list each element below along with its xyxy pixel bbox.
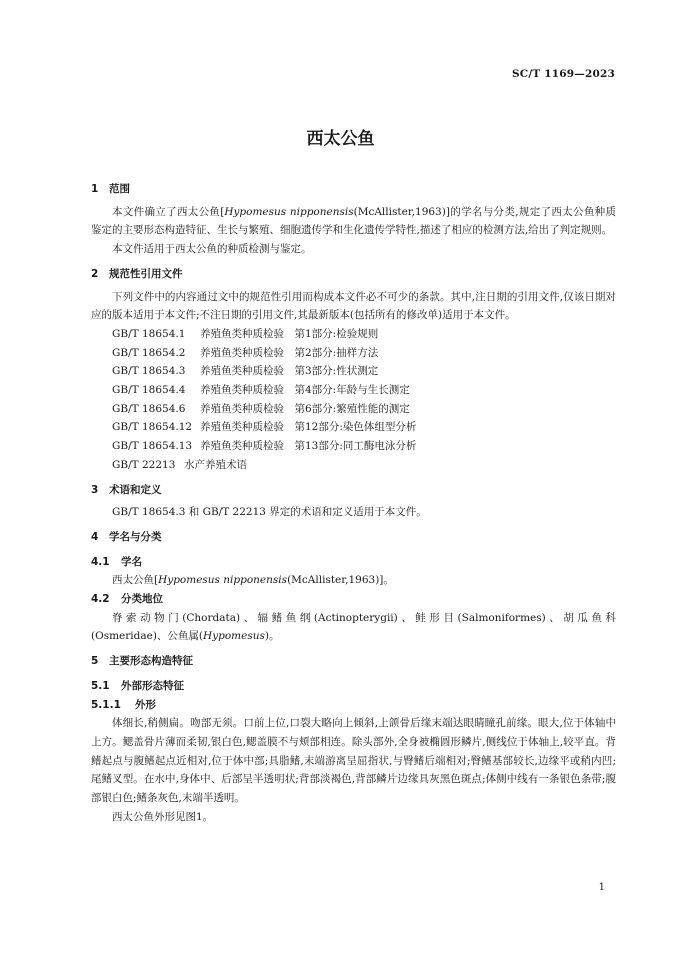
reference-code: GB/T 18654.2 [112, 346, 186, 359]
section-4-2-heading [91, 590, 616, 609]
reference-title: 水产养殖术语 [184, 458, 247, 471]
reference-item [91, 344, 616, 363]
section-number: 5 [91, 655, 99, 668]
section-5-heading [91, 652, 616, 671]
reference-code: GB/T 18654.3 [112, 365, 186, 378]
scope-paragraph-2: 本文件适用于西太公鱼的种质检测与鉴定。 [112, 243, 312, 256]
references-intro: 下列文件中的内容通过文中的规范性引用而构成本文件必不可少的条款。其中,注日期的引用文件,仅该日期对应的版本适用于本文件;不注日期的引用文件,其最新版本(包括所有的修改单)适用于本文件。 [91, 290, 616, 322]
section-3-heading [91, 481, 616, 500]
taxonomy-paragraph: 脊索动物门(Chordata)、辐鳍鱼纲(Actinopterygii)、鲑形目(Salmoniformes)、胡瓜鱼科(Osmeridae)、公鱼属(Hypomesus)。 [91, 611, 616, 643]
section-title: 学名 [121, 555, 142, 568]
document-title: 西太公鱼 [306, 129, 375, 149]
reference-title: 养殖鱼类种质检验 第12部分:染色体组型分析 [200, 421, 417, 434]
reference-title: 养殖鱼类种质检验 第3部分:性状测定 [200, 365, 379, 378]
section-number: 4 [91, 530, 99, 543]
page-number: 1 [598, 882, 605, 893]
section-4-heading [91, 528, 616, 547]
reference-title: 养殖鱼类种质检验 第13部分:同工酶电泳分析 [200, 440, 417, 453]
section-number: 5.1.1 [91, 698, 121, 711]
section-title: 术语和定义 [109, 483, 162, 496]
reference-item [91, 362, 616, 381]
reference-item [91, 325, 616, 344]
scope-paragraph-1: 本文件确立了西太公鱼[Hypomesus nipponensis(McAllister,1963)]的学名与分类,规定了西太公鱼种质鉴定的主要形态构造特征、生长与繁殖、细胞遗传学和生化遗传学特性,描述了相应的检测方法,给出了判定规则。 [91, 205, 616, 237]
reference-code: GB/T 18654.4 [112, 384, 186, 397]
section-title: 外部形态特征 [121, 679, 184, 692]
reference-title: 养殖鱼类种质检验 第2部分:抽样方法 [200, 346, 379, 359]
section-5-1-heading [91, 677, 616, 696]
section-number: 3 [91, 483, 99, 496]
reference-item [91, 437, 616, 456]
latin-name: Hypomesus nipponensis [158, 574, 288, 587]
reference-item [91, 418, 616, 437]
section-title: 学名与分类 [109, 530, 162, 543]
section-number: 1 [91, 183, 99, 195]
reference-title: 养殖鱼类种质检验 第1部分:检验规则 [200, 327, 379, 340]
reference-title: 养殖鱼类种质检验 第6部分:繁殖性能的测定 [200, 402, 410, 415]
section-number: 4.2 [91, 593, 110, 606]
reference-list [91, 325, 616, 475]
reference-item [91, 400, 616, 419]
section-title: 规范性引用文件 [109, 267, 183, 280]
section-number: 4.1 [91, 555, 110, 568]
reference-code: GB/T 18654.1 [112, 327, 186, 340]
scientific-name-paragraph: 西太公鱼[Hypomesus nipponensis(McAllister,1963)]。 [112, 574, 394, 587]
section-title: 主要形态构造特征 [109, 655, 193, 668]
section-title: 范围 [109, 183, 130, 195]
section-1-heading [91, 180, 616, 199]
standard-code: SC/T 1169—2023 [512, 68, 615, 80]
reference-item [91, 381, 616, 400]
document-body [91, 180, 616, 827]
section-title: 分类地位 [121, 593, 163, 606]
figure-reference-paragraph: 西太公鱼外形见图1。 [112, 810, 214, 823]
terms-paragraph: GB/T 18654.3 和 GB/T 22213 界定的术语和定义适用于本文件。 [112, 506, 427, 519]
section-2-heading [91, 265, 616, 284]
section-number: 2 [91, 267, 99, 280]
reference-code: GB/T 22213 [112, 458, 176, 471]
reference-item [91, 456, 616, 475]
appearance-paragraph: 体细长,稍侧扁。吻部无须。口前上位,口裂大略向上倾斜,上颌骨后缘末端达眼睛瞳孔前缘。眼大,位于体轴中上方。鳃盖骨片薄而柔韧,银白色,鳃盖膜不与颊部相连。除头部外,全身被椭圆形鳞片,侧线位于体轴上,较平直。背鳍起点与腹鳍起点近相对,位于体中部;具脂鳍,末端游离呈屈指状,与臀鳍后端相对;臀鳍基部较长,边缘平或稍内凹;尾鳍叉型。在水中,身体中、后部呈半透明状;背部淡褐色,背部鳞片边缘具灰黑色斑点;体侧中线有一条银色条带;腹部银白色;鳍条灰色,末端半透明。 [91, 717, 616, 805]
latin-name: Hypomesus [203, 630, 265, 643]
section-number: 5.1 [91, 679, 110, 692]
section-5-1-1-heading [91, 696, 616, 715]
section-4-1-heading [91, 553, 616, 572]
reference-code: GB/T 18654.12 [112, 421, 193, 434]
reference-title: 养殖鱼类种质检验 第4部分:年龄与生长测定 [200, 384, 410, 397]
reference-code: GB/T 18654.6 [112, 402, 186, 415]
reference-code: GB/T 18654.13 [112, 440, 193, 453]
latin-name: Hypomesus nipponensis [224, 205, 354, 218]
section-title: 外形 [135, 698, 156, 711]
